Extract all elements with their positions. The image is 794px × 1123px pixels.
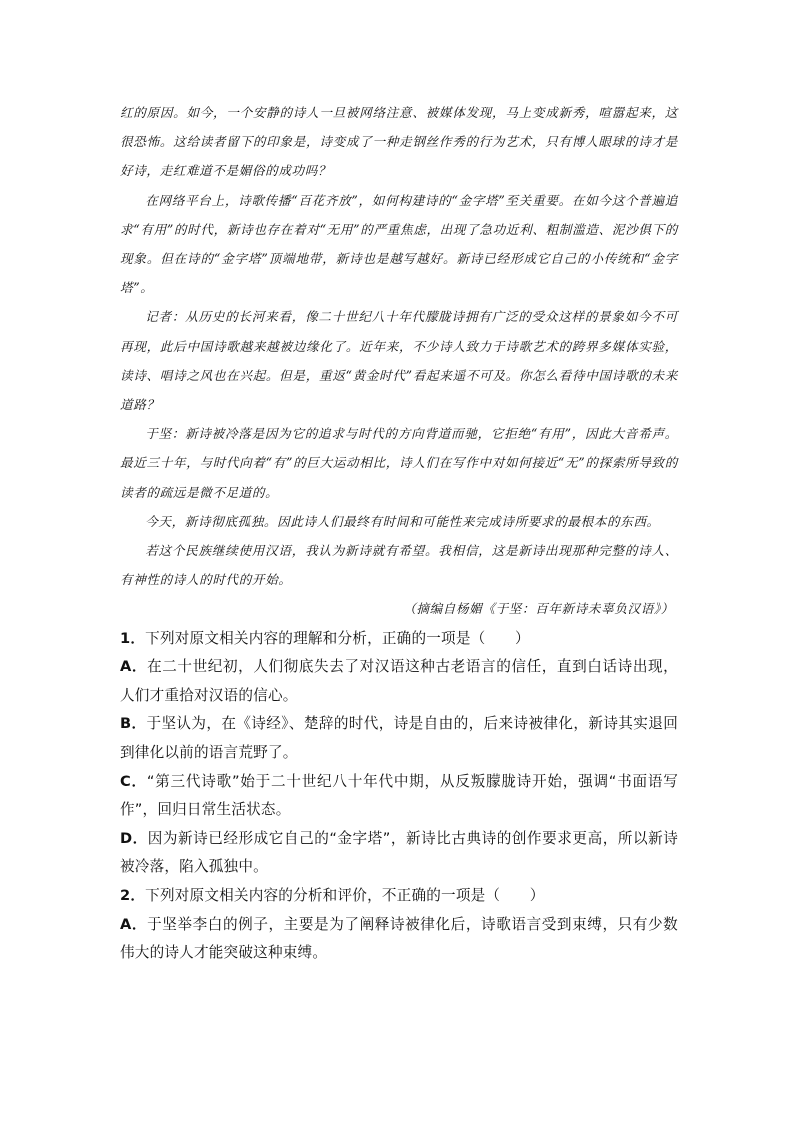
document-page xyxy=(120,98,678,968)
option-label: C． xyxy=(120,772,147,790)
option-text: 在二十世纪初，人们彻底失去了对汉语这种古老语言的信任，直到白话诗出现，人们才重拾对汉语的信心。 xyxy=(120,658,678,704)
option-label: A． xyxy=(120,658,148,676)
question-number: 2． xyxy=(120,887,146,904)
passage-source: （摘编自杨媚《于坚：百年新诗未辜负汉语》） xyxy=(403,601,674,617)
passage-paragraph: 若这个民族继续使用汉语，我认为新诗就有希望。我相信，这是新诗出现那种完整的诗人、有神性的诗人的时代的开始。 xyxy=(120,543,678,588)
reading-passage xyxy=(120,98,678,624)
question-1-option-a xyxy=(120,653,678,710)
passage-paragraph: 在网络平台上，诗歌传播“百花齐放”，如何构建诗的“金字塔”至关重要。在如今这个普遍追求“有用”的时代，新诗也存在着对“无用”的严重焦虑，出现了急功近利、粗制滥造、泥沙俱下的现象。但在诗的“金字塔”顶端地带，新诗也是越写越好。新诗已经形成它自己的小传统和“金字塔”。 xyxy=(120,192,678,296)
option-text: “第三代诗歌”始于二十世纪八十年代中期，从反叛朦胧诗开始，强调“书面语写作”，回归日常生活状态。 xyxy=(120,772,678,819)
option-text: 于坚举李白的例子，主要是为了阐释诗被律化后，诗歌语言受到束缚，只有少数伟大的诗人才能突破这种束缚。 xyxy=(120,915,678,962)
option-text: 因为新诗已经形成它自己的“金字塔”，新诗比古典诗的创作要求更高，所以新诗被冷落，陷入孤独中。 xyxy=(120,829,678,876)
option-text: 于坚认为，在《诗经》、楚辞的时代，诗是自由的，后来诗被律化，新诗其实退回到律化以前的语言荒野了。 xyxy=(120,715,678,762)
question-1-option-c xyxy=(120,768,678,825)
option-label: B． xyxy=(120,715,147,733)
question-2-option-a xyxy=(120,911,678,968)
option-label: D． xyxy=(120,829,148,847)
option-label: A． xyxy=(120,915,148,933)
question-text: 下列对原文相关内容的分析和评价，不正确的一项是（ ） xyxy=(145,887,545,904)
passage-paragraph: 记者：从历史的长河来看，像二十世纪八十年代朦胧诗拥有广泛的受众这样的景象如今不可再现，此后中国诗歌越来越被边缘化了。近年来，不少诗人致力于诗歌艺术的跨界多媒体实验，读诗、唱诗之风也在兴起。但是，重返“黄金时代”看起来遥不可及。你怎么看待中国诗歌的未来道路？ xyxy=(120,309,678,413)
question-text: 下列对原文相关内容的理解和分析，正确的一项是（ ） xyxy=(145,629,530,647)
question-number: 1． xyxy=(120,629,146,647)
question-1-stem xyxy=(120,625,678,654)
question-list xyxy=(120,625,678,968)
passage-paragraph: 红的原因。如今，一个安静的诗人一旦被网络注意、被媒体发现，马上变成新秀，喧嚣起来，这很恐怖。这给读者留下的印象是，诗变成了一种走钢丝作秀的行为艺术，只有博人眼球的诗才是好诗，走红难道不是媚俗的成功吗？ xyxy=(120,105,678,179)
question-2-stem xyxy=(120,882,678,911)
question-1-option-b xyxy=(120,710,678,767)
passage-paragraph: 今天，新诗彻底孤独。因此诗人们最终有时间和可能性来完成诗所要求的最根本的东西。 xyxy=(145,513,660,529)
passage-paragraph: 于坚：新诗被冷落是因为它的追求与时代的方向背道而驰，它拒绝“有用”，因此大音希声。最近三十年，与时代向着“有”的巨大运动相比，诗人们在写作中对如何接近“无”的探索所导致的读者的疏远是微不足道的。 xyxy=(120,426,678,500)
question-1-option-d xyxy=(120,825,678,882)
